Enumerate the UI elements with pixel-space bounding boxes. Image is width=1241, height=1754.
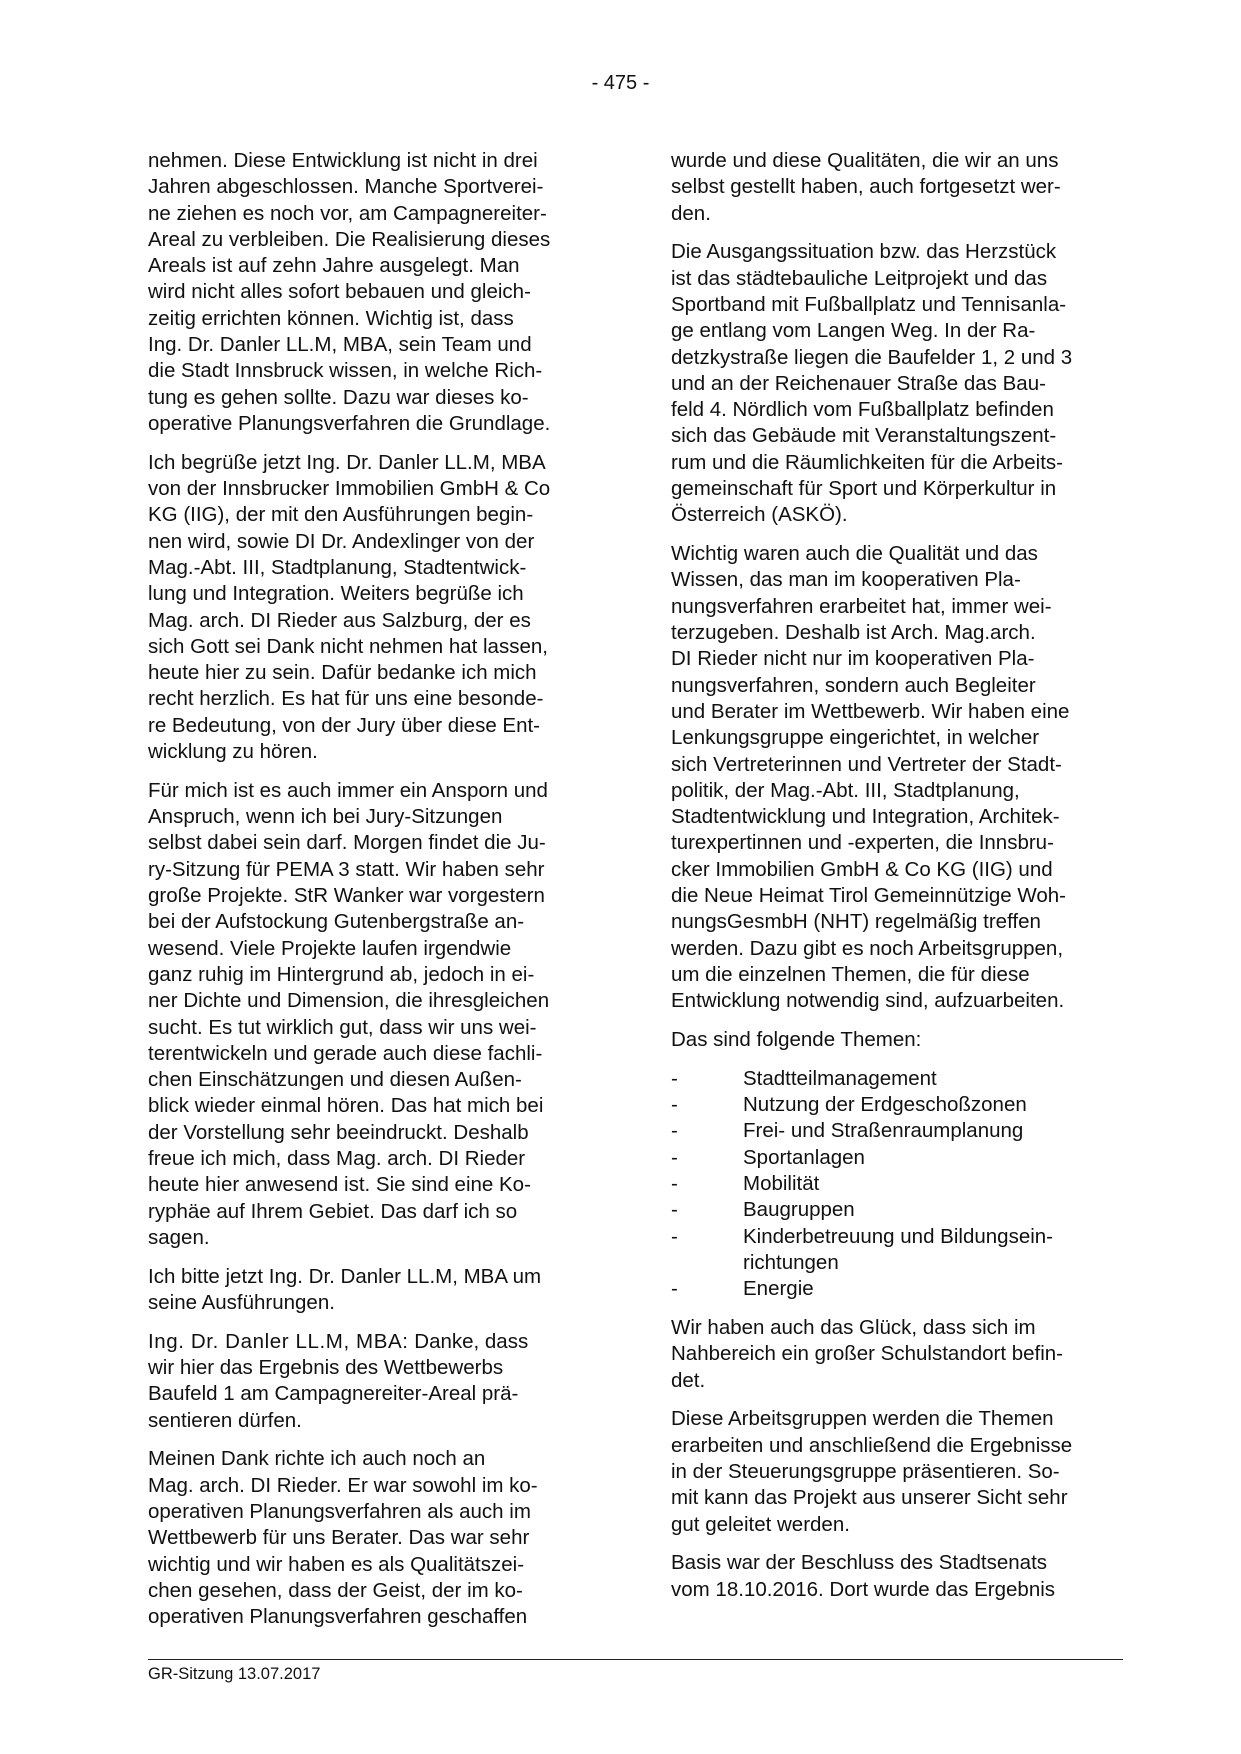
text-line: ryphäe auf Ihrem Gebiet. Das darf ich so (148, 1199, 518, 1223)
text-line: nungsGesmbH (NHT) regelmäßig treffen (671, 910, 1041, 934)
text-line: freue ich mich, dass Mag. arch. DI Rieder (148, 1146, 526, 1170)
paragraph (148, 1264, 598, 1317)
list-dash: - (671, 1277, 678, 1301)
text-line: lung und Integration. Weiters begrüße ich (148, 582, 524, 606)
text-line: terzugeben. Deshalb ist Arch. Mag.arch. (671, 621, 1036, 645)
topic-item (671, 1171, 1123, 1197)
page-number: - 475 - (591, 72, 650, 94)
paragraph (148, 148, 598, 437)
text-line: re Bedeutung, von der Jury über diese Ent- (148, 713, 541, 737)
speaker-name: Ing. Dr. Danler LL.M, MBA: (148, 1329, 409, 1353)
text-line: sentieren dürfen. (148, 1408, 302, 1432)
topic-label: Frei- und Straßenraumplanung (743, 1119, 1024, 1143)
text-line: terentwickeln und gerade auch diese fachli- (148, 1041, 543, 1065)
topic-label: Energie (743, 1277, 814, 1301)
right-column (671, 148, 1123, 1615)
text-line: operativen Planungsverfahren geschaffen (148, 1605, 528, 1629)
text-line: detzkystraße liegen die Baufelder 1, 2 und 3 (671, 345, 1073, 369)
text-line: wicklung zu hören. (148, 740, 318, 764)
text-line: Wir haben auch das Glück, dass sich im (671, 1315, 1036, 1339)
paragraph (148, 778, 598, 1251)
list-dash: - (671, 1171, 678, 1195)
topic-label: richtungen (743, 1250, 839, 1274)
left-paragraphs-top (148, 148, 598, 1316)
text-line: den. (671, 201, 711, 225)
text-line: Wettbewerb für uns Berater. Das war sehr (148, 1526, 530, 1550)
text-line: Ich bitte jetzt Ing. Dr. Danler LL.M, MBA um (148, 1264, 542, 1288)
topic-item (671, 1092, 1123, 1118)
footer-session-date: GR-Sitzung 13.07.2017 (148, 1665, 321, 1683)
text-line: Jahren abgeschlossen. Manche Sportverei- (148, 175, 544, 199)
paragraph (148, 450, 598, 766)
text-line: gemeinschaft für Sport und Körperkultur in (671, 477, 1057, 501)
text-line: werden. Dazu gibt es noch Arbeitsgruppen, (671, 936, 1064, 960)
text-line: heute hier zu sein. Dafür bedanke ich mich (148, 661, 537, 685)
text-line: Ing. Dr. Danler LL.M, MBA, sein Team und (148, 333, 532, 357)
text-line: zeitig errichten können. Wichtig ist, dass (148, 306, 514, 330)
text-line: seine Ausführungen. (148, 1290, 335, 1314)
text-line: nungsverfahren, sondern auch Begleiter (671, 673, 1036, 697)
text-line: die Stadt Innsbruck wissen, in welche Rich- (148, 359, 543, 383)
text-line: nungsverfahren erarbeitet hat, immer wei- (671, 594, 1052, 618)
topic-item (671, 1197, 1123, 1223)
text-line: die Neue Heimat Tirol Gemeinnützige Woh- (671, 884, 1066, 908)
text-line: gut geleitet werden. (671, 1512, 850, 1536)
text-line: chen Einschätzungen und diesen Außen- (148, 1068, 522, 1092)
text-line: Diese Arbeitsgruppen werden die Themen (671, 1407, 1054, 1431)
paragraph (671, 1550, 1123, 1603)
text-line: Das sind folgende Themen: (671, 1028, 922, 1051)
text-line: und Berater im Wettbewerb. Wir haben eine (671, 699, 1070, 723)
speaker-paragraph-lines (148, 1355, 598, 1434)
text-line: Anspruch, wenn ich bei Jury-Sitzungen (148, 805, 503, 829)
text-line: Ich begrüße jetzt Ing. Dr. Danler LL.M, MBA (148, 450, 546, 474)
text-line: nen wird, sowie DI Dr. Andexlinger von der (148, 529, 535, 553)
list-dash: - (671, 1224, 678, 1248)
text-line: wurde und diese Qualitäten, die wir an uns (671, 149, 1059, 172)
text-line: Baufeld 1 am Campagnereiter-Areal prä- (148, 1382, 519, 1406)
text-line: recht herzlich. Es hat für uns eine besonde- (148, 687, 544, 711)
list-dash: - (671, 1198, 678, 1222)
text-line: rum und die Räumlichkeiten für die Arbeits- (671, 450, 1063, 474)
left-column (148, 148, 598, 1643)
text-line: ner Dichte und Dimension, die ihresgleichen (148, 989, 550, 1013)
paragraph (671, 1315, 1123, 1394)
text-line: sich das Gebäude mit Veranstaltungszent- (671, 424, 1057, 448)
paragraph (671, 1027, 1123, 1053)
paragraph (148, 1446, 598, 1630)
text-line: sagen. (148, 1225, 210, 1249)
text-line: Sportband mit Fußballplatz und Tennisanla- (671, 292, 1067, 316)
text-line: operativen Planungsverfahren als auch im (148, 1500, 531, 1524)
list-dash: - (671, 1119, 678, 1143)
text-line: heute hier anwesend ist. Sie sind eine Ko- (148, 1173, 531, 1197)
speaker-first-line-text: Danke, dass (408, 1329, 529, 1353)
topic-item (671, 1066, 1123, 1092)
text-line: Österreich (ASKÖ). (671, 503, 848, 527)
text-line: mit kann das Projekt aus unserer Sicht sehr (671, 1486, 1068, 1510)
text-line: ne ziehen es noch vor, am Campagnereiter- (148, 201, 547, 225)
text-line: wesend. Viele Projekte laufen irgendwie (148, 936, 512, 960)
topic-label: Kinderbetreuung und Bildungsein- (743, 1224, 1054, 1248)
list-dash: - (671, 1145, 678, 1169)
topic-label: Baugruppen (743, 1198, 855, 1222)
text-line: vom 18.10.2016. Dort wurde das Ergebnis (671, 1577, 1056, 1601)
paragraph (671, 148, 1123, 227)
text-line: Wissen, das man im kooperativen Pla- (671, 568, 1021, 592)
topic-label: Stadtteilmanagement (743, 1066, 937, 1090)
paragraph (671, 239, 1123, 528)
text-line: Areals ist auf zehn Jahre ausgelegt. Man (148, 254, 520, 278)
text-line: Für mich ist es auch immer ein Ansporn und (148, 778, 548, 802)
text-line: Wichtig waren auch die Qualität und das (671, 542, 1038, 566)
text-line: der Vorstellung sehr beeindruckt. Deshalb (148, 1120, 529, 1144)
topic-label: Sportanlagen (743, 1145, 865, 1169)
text-line: ge entlang vom Langen Weg. In der Ra- (671, 319, 1036, 343)
text-line: und an der Reichenauer Straße das Bau- (671, 371, 1046, 395)
list-dash: - (671, 1093, 678, 1117)
text-line: sich Gott sei Dank nicht nehmen hat lassen, (148, 634, 548, 658)
text-line: von der Innsbrucker Immobilien GmbH & Co (148, 477, 551, 501)
text-line: cker Immobilien GmbH & Co KG (IIG) und (671, 857, 1053, 881)
text-line: turexpertinnen und -experten, die Innsbru- (671, 831, 1054, 855)
topic-item (671, 1224, 1123, 1277)
text-line: Stadtentwicklung und Integration, Architek- (671, 805, 1060, 829)
text-line: wichtig und wir haben es als Qualitätszei- (148, 1552, 525, 1576)
paragraph (671, 541, 1123, 1014)
topic-item (671, 1145, 1123, 1171)
text-line: chen gesehen, dass der Geist, der im ko- (148, 1578, 523, 1602)
text-line: Areal zu verbleiben. Die Realisierung dieses (148, 227, 551, 251)
right-paragraphs-top (671, 148, 1123, 1053)
text-line: wird nicht alles sofort bebauen und gleich- (148, 280, 531, 304)
text-line: politik, der Mag.-Abt. III, Stadtplanung, (671, 778, 1020, 802)
text-line: Die Ausgangssituation bzw. das Herzstück (671, 240, 1057, 264)
text-line: Mag. arch. DI Rieder. Er war sowohl im ko- (148, 1473, 538, 1497)
text-line: wir hier das Ergebnis des Wettbewerbs (148, 1356, 504, 1380)
topic-item (671, 1276, 1123, 1302)
topic-label: Nutzung der Erdgeschoßzonen (743, 1093, 1027, 1117)
text-line: Mag. arch. DI Rieder aus Salzburg, der es (148, 608, 531, 632)
text-line: große Projekte. StR Wanker war vorgestern (148, 884, 545, 908)
text-line: sich Vertreterinnen und Vertreter der Stadt- (671, 752, 1062, 776)
text-line: Mag.-Abt. III, Stadtplanung, Stadtentwick- (148, 555, 527, 579)
text-line: ist das städtebauliche Leitprojekt und das (671, 266, 1048, 290)
topics-list (671, 1066, 1123, 1303)
topic-label: Mobilität (743, 1171, 820, 1195)
text-line: tung es gehen sollte. Dazu war dieses ko- (148, 385, 529, 409)
text-line: Lenkungsgruppe eingerichtet, in welcher (671, 726, 1040, 750)
text-line: blick wieder einmal hören. Das hat mich bei (148, 1094, 544, 1118)
text-line: det. (671, 1368, 706, 1392)
text-line: erarbeiten und anschließend die Ergebnisse (671, 1433, 1073, 1457)
text-line: selbst dabei sein darf. Morgen findet die Ju- (148, 831, 546, 855)
text-line: KG (IIG), der mit den Ausführungen begin- (148, 503, 534, 527)
text-line: Nahbereich ein großer Schulstandort befin- (671, 1342, 1063, 1366)
right-paragraphs-bottom (671, 1315, 1123, 1603)
text-line: nehmen. Diese Entwicklung ist nicht in drei (148, 149, 538, 172)
text-line: sucht. Es tut wirklich gut, dass wir uns wei- (148, 1015, 537, 1039)
text-line: selbst gestellt haben, auch fortgesetzt wer- (671, 175, 1061, 199)
text-line: Basis war der Beschluss des Stadtsenats (671, 1551, 1048, 1575)
text-line: operative Planungsverfahren die Grundlage. (148, 411, 551, 435)
left-paragraphs-bottom (148, 1446, 598, 1630)
text-line: um die einzelnen Themen, die für diese (671, 962, 1030, 986)
text-line: bei der Aufstockung Gutenbergstraße an- (148, 910, 525, 934)
topic-item (671, 1118, 1123, 1144)
speaker-first-line (148, 1329, 598, 1355)
footer-divider (148, 1659, 1123, 1660)
list-dash: - (671, 1066, 678, 1090)
text-line: Meinen Dank richte ich auch noch an (148, 1447, 486, 1471)
text-line: in der Steuerungsgruppe präsentieren. So- (671, 1459, 1060, 1483)
text-line: ganz ruhig im Hintergrund ab, jedoch in ei- (148, 962, 535, 986)
paragraph (671, 1406, 1123, 1537)
speaker-paragraph (148, 1329, 598, 1434)
text-line: Entwicklung notwendig sind, aufzuarbeiten. (671, 989, 1065, 1013)
text-line: feld 4. Nördlich vom Fußballplatz befinden (671, 398, 1054, 422)
text-line: ry-Sitzung für PEMA 3 statt. Wir haben sehr (148, 857, 545, 881)
text-line: DI Rieder nicht nur im kooperativen Pla- (671, 647, 1035, 671)
